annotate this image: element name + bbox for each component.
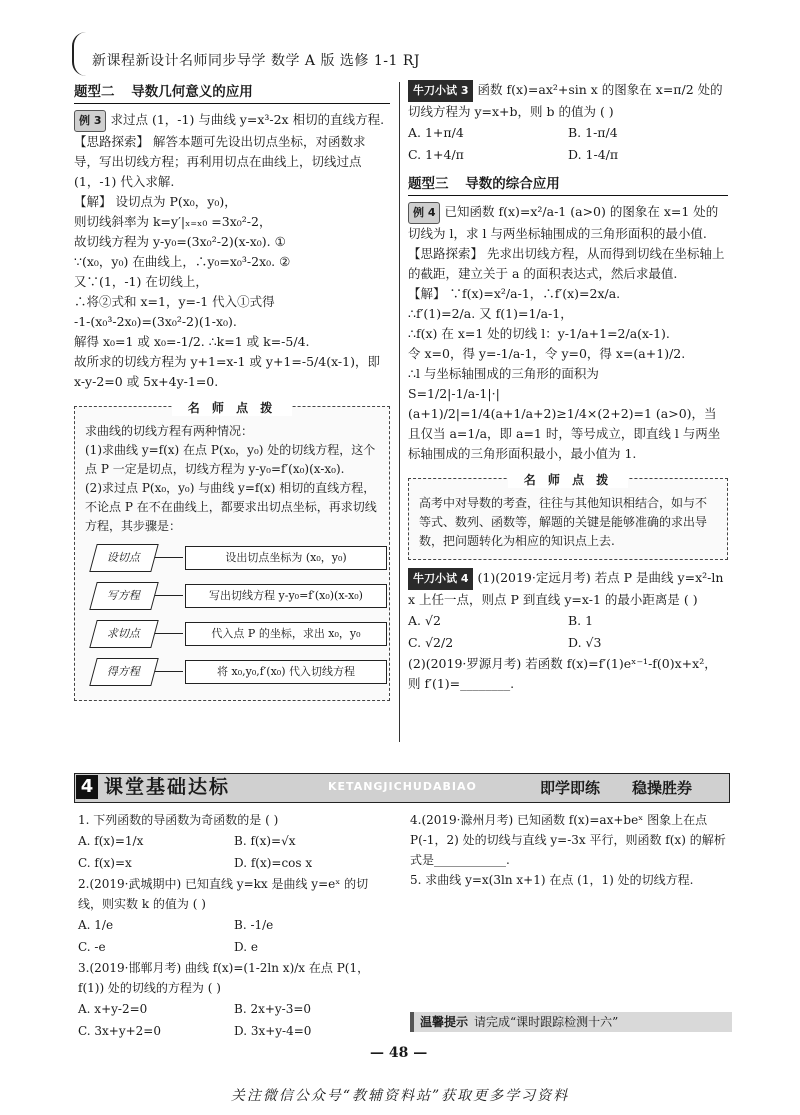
reminder-bar <box>410 1012 732 1032</box>
left-column <box>74 80 390 709</box>
trial-4-part2: (2)(2019·罗源月考) 若函数 f(x)=f′(1)eˣ⁻¹-f(0)x+x²，则 f′(1)=________. <box>408 656 717 691</box>
flow-desc-2: 写出切线方程 y-y₀=f′(x₀)(x-x₀) <box>185 584 387 608</box>
example-3-line: 【解】 设切点为 P(x₀，y₀)， <box>74 194 237 209</box>
section-3-heading: 题型三 导数的综合应用 <box>408 172 728 196</box>
tip-line: (1)求曲线 y=f(x) 在点 P(x₀，y₀) 处的切线方程，这个点 P 一定是切点，切线方程为 y-y₀=f′(x₀)(x-x₀). <box>85 443 376 476</box>
band-slogan-2: 稳操胜券 <box>632 779 693 797</box>
tip-line: 高考中对导数的考查，往往与其他知识相结合，如与不等式、数列、函数等，解题的关键是能够准确的求出导数，把问题转化为相应的知识点上去. <box>419 496 708 548</box>
example-4-line: ∴f(x) 在 x=1 处的切线 l：y-1/a+1=2/a(x-1). <box>408 326 670 341</box>
example-3-line: 故所求的切线方程为 y+1=x-1 或 y+1=-5/4(x-1)，即 x-y-2=0 或 5x+4y-1=0. <box>74 354 380 389</box>
example-3-line: 则切线斜率为 k=y′|ₓ₌ₓ₀ =3x₀²-2， <box>74 214 272 229</box>
option-c: C. √2/2 <box>408 635 454 650</box>
option-d: D. f(x)=cos x <box>234 856 313 870</box>
example-4-tag: 例 4 <box>408 202 440 224</box>
exercise-2: 2.(2019·武城期中) 已知直线 y=kx 是曲线 y=eˣ 的切线，则实数 k 的值为 ( ) <box>78 877 369 911</box>
example-3-line: 故切线方程为 y-y₀=(3x₀²-2)(x-x₀). ① <box>74 234 286 249</box>
tip-line: (2)求过点 P(x₀，y₀) 与曲线 y=f(x) 相切的直线方程，不论点 P 在不在曲线上，都要求出切点坐标，再求切线方程，其步骤是： <box>85 481 377 533</box>
trial-4-question: 牛刀小试 4 (1)(2019·定远月考) 若点 P 是曲线 y=x²-ln x 上任一点，则点 P 到直线 y=x-1 的最小距离是 ( ) <box>408 570 724 607</box>
teacher-tip-title-2: 名 师 点 拨 <box>508 471 628 488</box>
flow-desc-4: 将 x₀,y₀,f′(x₀) 代入切线方程 <box>185 660 387 684</box>
trial-4-options <box>408 610 728 654</box>
option-b: B. f(x)=√x <box>234 834 296 848</box>
example-4-line: S=1/2|-1/a-1|·|(a+1)/2|=1/4(a+1/a+2)≥1/4×(2+2)=1 (a>0)，当且仅当 a=1/a，即 a=1 时，等号成立，即直线 l 与两坐标轴围成的三角形面积最小，最小值为 1. <box>408 386 721 461</box>
example-4-line: 【思路探索】 先求出切线方程，从而得到切线在坐标轴上的截距，建立关于 a 的面积表达式，然后求最值. <box>408 246 725 281</box>
trial-3-tag: 牛刀小试 3 <box>408 80 473 102</box>
exercise-1-options <box>78 830 390 874</box>
flow-arrow <box>155 595 183 596</box>
option-c: C. -e <box>78 940 106 954</box>
example-3-line: ∴将②式和 x=1，y=-1 代入①式得 <box>74 294 275 309</box>
trial-3-question: 牛刀小试 3 函数 f(x)=ax²+sin x 的图象在 x=π/2 处的切线方程为 y=x+b，则 b 的值为 ( ) <box>408 82 723 119</box>
option-a: A. √2 <box>408 613 441 628</box>
exercise-3-options <box>78 998 390 1042</box>
example-3-line: 解得 x₀=1 或 x₀=-1/2. ∴k=1 或 k=-5/4. <box>74 334 310 349</box>
example-3-line: -1-(x₀³-2x₀)=(3x₀²-2)(1-x₀). <box>74 314 237 329</box>
flow-step-3: 求切点 <box>89 620 159 648</box>
option-b: B. 1 <box>568 613 594 628</box>
example-3-tag: 例 3 <box>74 110 106 132</box>
flow-step-4: 得方程 <box>89 658 159 686</box>
teacher-tip-title: 名 师 点 拨 <box>172 399 292 416</box>
example-3-line: ∵(x₀，y₀) 在曲线上，∴y₀=x₀³-2x₀. ② <box>74 254 291 269</box>
option-a: A. 1+π/4 <box>408 125 464 140</box>
option-c: C. 3x+y+2=0 <box>78 1024 161 1038</box>
exercise-2-options <box>78 914 390 958</box>
teacher-tip-box <box>74 401 390 701</box>
flow-step-1: 设切点 <box>89 544 159 572</box>
option-a: A. f(x)=1/x <box>78 834 144 848</box>
option-c: C. f(x)=x <box>78 856 132 870</box>
option-b: B. 1-π/4 <box>568 125 618 140</box>
flow-arrow <box>155 633 183 634</box>
example-3-line: 【思路探索】 解答本题可先设出切点坐标，对函数求导，写出切线方程；再利用切点在曲线上，切线过点 (1，-1) 代入求解. <box>74 134 366 189</box>
exercise-3: 3.(2019·邯郸月考) 曲线 f(x)=(1-2ln x)/x 在点 P(1，f(1)) 处的切线的方程为 ( ) <box>78 961 370 995</box>
tip-line: 求曲线的切线方程有两种情况： <box>85 424 254 438</box>
band-slogan-1: 即学即练 <box>540 779 601 797</box>
band-pinyin: KETANGJICHUDABIAO <box>328 780 477 793</box>
column-divider <box>399 82 400 742</box>
flow-arrow <box>155 671 183 672</box>
exercise-5: 5. 求曲线 y=x(3ln x+1) 在点 (1，1) 处的切线方程. <box>410 873 694 887</box>
option-a: A. x+y-2=0 <box>78 1002 148 1016</box>
option-d: D. 1-4/π <box>568 147 619 162</box>
option-a: A. 1/e <box>78 918 114 932</box>
exercises-left <box>78 810 390 1042</box>
example-3-question: 例 3 求过点 (1，-1) 与曲线 y=x³-2x 相切的直线方程. <box>74 110 390 132</box>
option-d: D. 3x+y-4=0 <box>234 1024 312 1038</box>
flowchart <box>85 542 379 692</box>
teacher-tip-box-2 <box>408 473 728 560</box>
example-4-question: 例 4 已知函数 f(x)=x²/a-1 (a>0) 的图象在 x=1 处的切线为 l，求 l 与两坐标轴围成的三角形面积的最小值. <box>408 204 719 241</box>
band-number: 4 <box>76 775 98 799</box>
reminder-label: 温馨提示 <box>420 1015 469 1029</box>
flow-desc-1: 设出切点坐标为 (x₀，y₀) <box>185 546 387 570</box>
reminder-text: 请完成“课时跟踪检测十六” <box>474 1015 619 1029</box>
right-column <box>408 80 728 694</box>
option-b: B. -1/e <box>234 918 274 932</box>
flow-step-2: 写方程 <box>89 582 159 610</box>
example-4-line: ∴l 与坐标轴围成的三角形的面积为 <box>408 366 599 381</box>
header-curve <box>72 32 88 76</box>
example-4-line: ∴f′(1)=2/a. 又 f(1)=1/a-1， <box>408 306 573 321</box>
exercises-right <box>410 810 728 890</box>
example-3-line: 又∵(1，-1) 在切线上， <box>74 274 208 289</box>
footer-note: 关注微信公众号“教辅资料站”获取更多学习资料 <box>230 1088 570 1104</box>
option-c: C. 1+4/π <box>408 147 464 162</box>
trial-4-tag: 牛刀小试 4 <box>408 568 473 590</box>
example-4-line: 【解】 ∵f(x)=x²/a-1，∴f′(x)=2x/a. <box>408 286 621 301</box>
section-2-heading: 题型二 导数几何意义的应用 <box>74 80 390 104</box>
option-b: B. 2x+y-3=0 <box>234 1002 312 1016</box>
header-title: 新课程新设计名师同步导学 数学 A 版 选修 1-1 RJ <box>92 53 421 69</box>
flow-arrow <box>155 557 183 558</box>
band-title: 课堂基础达标 <box>104 776 231 798</box>
trial-3-options <box>408 122 728 166</box>
example-4-line: 令 x=0，得 y=-1/a-1，令 y=0，得 x=(a+1)/2. <box>408 346 686 361</box>
exercise-1: 1. 下列函数的导函数为奇函数的是 ( ) <box>78 813 279 827</box>
page-number: — 48 — <box>370 1045 428 1061</box>
option-d: D. e <box>234 940 258 954</box>
exercise-4: 4.(2019·滁州月考) 已知函数 f(x)=ax+beˣ 图象上在点 P(-1，2) 处的切线与直线 y=-3x 平行，则函数 f(x) 的解析式是____________. <box>410 813 726 867</box>
option-d: D. √3 <box>568 635 602 650</box>
flow-desc-3: 代入点 P 的坐标，求出 x₀，y₀ <box>185 622 387 646</box>
